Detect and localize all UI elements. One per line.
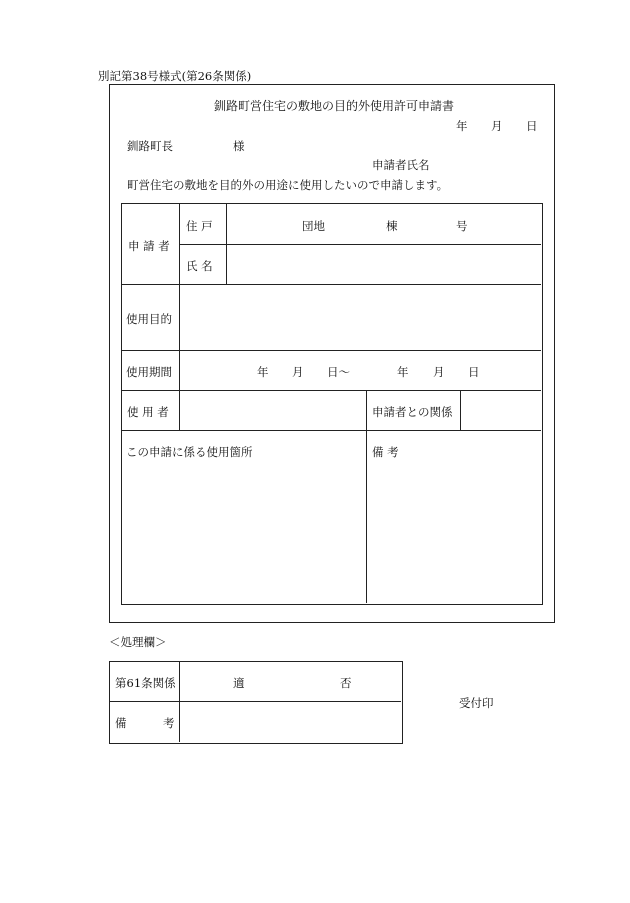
column-divider <box>460 390 461 430</box>
period-year-1: 年 <box>257 365 269 379</box>
date-day-label: 日 <box>526 119 538 133</box>
addressee-honorific: 様 <box>233 139 245 153</box>
application-table <box>121 203 543 605</box>
applicant-name-label: 申請者氏名 <box>372 158 430 172</box>
relation-label: 申請者との関係 <box>372 405 453 419</box>
date-year-label: 年 <box>456 119 468 133</box>
address-danchi-label: 団地 <box>302 219 325 233</box>
form-title: 釧路町営住宅の敷地の目的外使用許可申請書 <box>214 99 455 113</box>
form-number: 別記第38号様式(第26条関係) <box>98 69 252 83</box>
period-year-2: 年 <box>397 365 409 379</box>
name-label: 氏 名 <box>186 259 213 273</box>
row-divider <box>179 244 541 245</box>
column-divider <box>179 661 180 742</box>
processing-title: ＜処理欄＞ <box>109 635 167 649</box>
row-divider <box>121 350 541 351</box>
period-day-1: 日〜 <box>327 365 350 379</box>
reception-stamp-label: 受付印 <box>459 696 494 710</box>
location-label: この申請に係る使用箇所 <box>126 445 253 459</box>
period-day-2: 日 <box>468 365 480 379</box>
processing-remarks-label: 備 考 <box>115 716 175 730</box>
applicant-label: 申 請 者 <box>128 239 170 253</box>
row-divider <box>121 430 541 431</box>
column-divider <box>366 390 367 603</box>
user-label: 使 用 者 <box>127 405 169 419</box>
period-month-1: 月 <box>292 365 304 379</box>
address-gou-label: 号 <box>456 219 468 233</box>
approve-label: 適 <box>233 676 245 690</box>
application-statement: 町営住宅の敷地を目的外の用途に使用したいので申請します。 <box>127 178 449 192</box>
processing-table <box>109 661 403 744</box>
period-month-2: 月 <box>433 365 445 379</box>
row-divider <box>109 701 401 702</box>
purpose-label: 使用目的 <box>126 312 172 326</box>
remarks-label: 備 考 <box>372 445 399 459</box>
article-label: 第61条関係 <box>115 676 176 690</box>
addressee-name: 釧路町長 <box>127 139 173 153</box>
address-tou-label: 棟 <box>386 219 398 233</box>
column-divider <box>179 203 180 431</box>
column-divider <box>226 203 227 284</box>
period-label: 使用期間 <box>126 365 172 379</box>
row-divider <box>121 390 541 391</box>
date-month-label: 月 <box>491 119 503 133</box>
address-label: 住 戸 <box>186 219 213 233</box>
reject-label: 否 <box>340 676 352 690</box>
row-divider <box>121 284 541 285</box>
